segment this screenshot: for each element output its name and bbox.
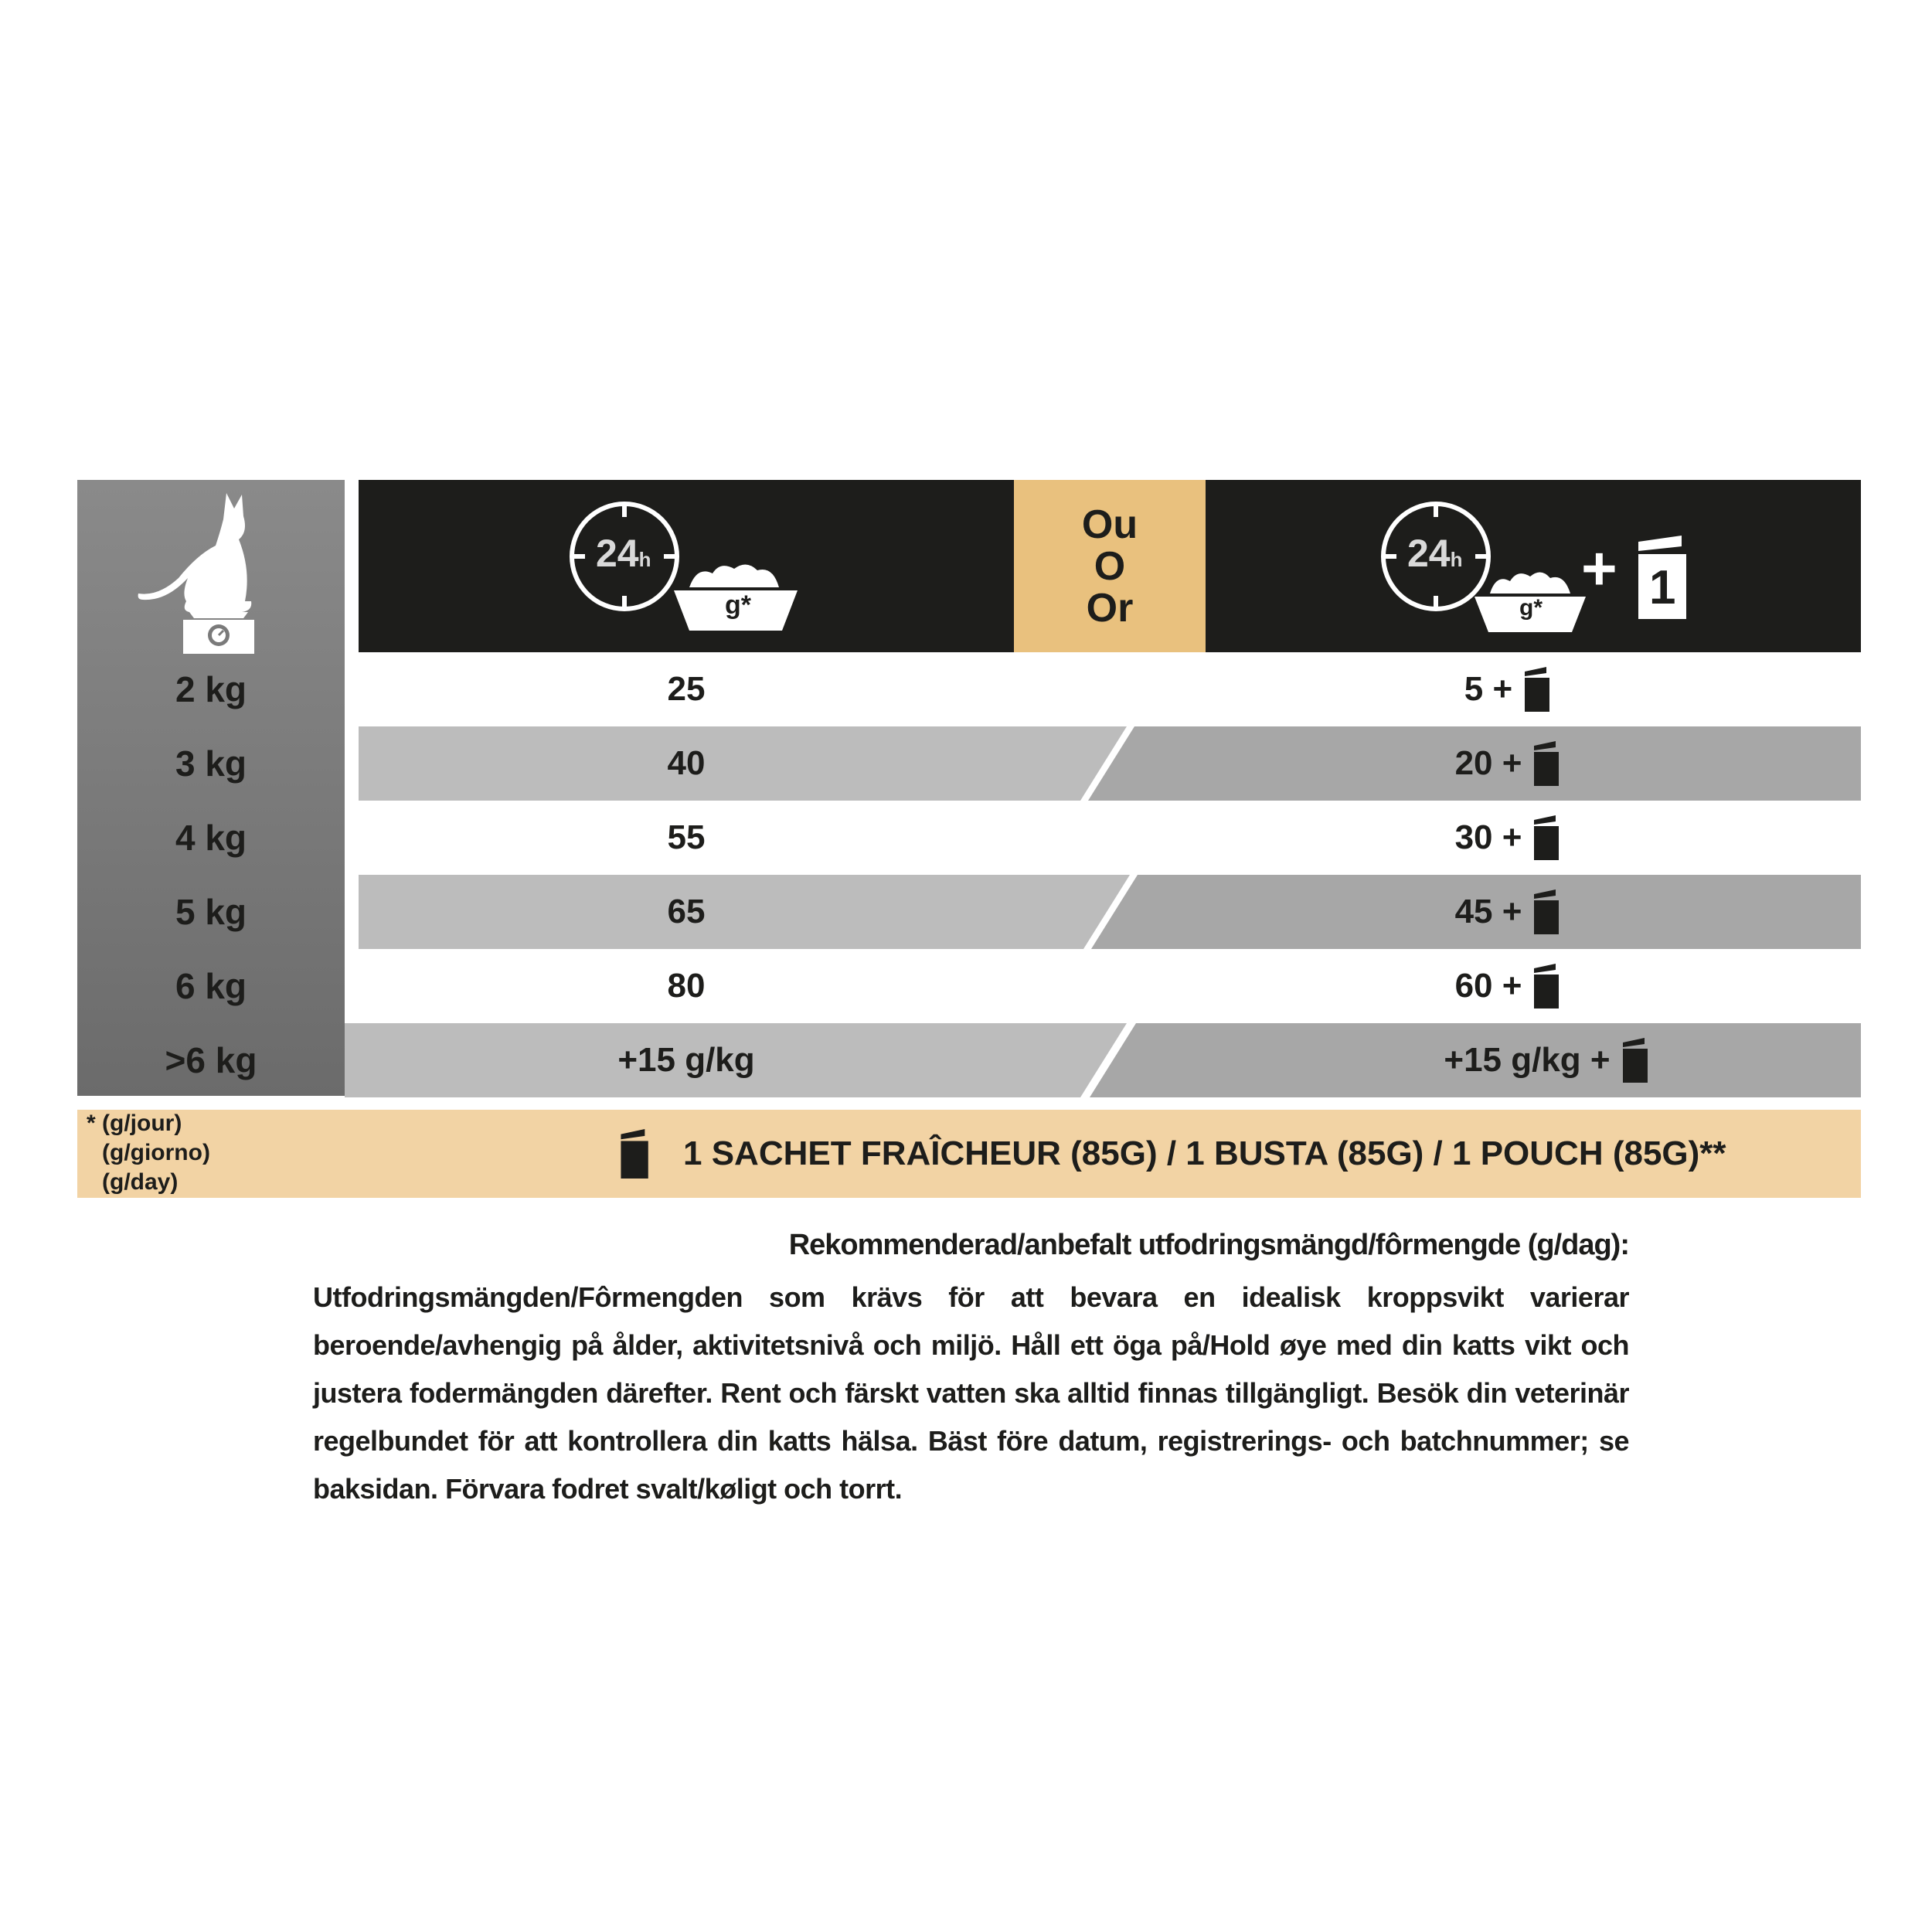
pouch-icon [1532,815,1559,860]
mixed-value-5kg: 45 + [1454,893,1522,930]
clock-sub: h [638,548,651,571]
dry-value-6kg: 80 [667,967,706,1005]
mixed-value-6kg: 60 + [1454,967,1522,1005]
weight-3kg: 3 kg [175,743,247,784]
pouch-icon [1621,1038,1648,1083]
mixed-value-gt6kg: +15 g/kg + [1444,1041,1611,1079]
dry-value-5kg: 65 [667,893,706,930]
weight-gt6kg: >6 kg [165,1040,257,1080]
mixed-cell-2kg [1314,652,1700,726]
mixed-value-2kg: 5 + [1464,670,1513,708]
pouch-icon [618,1129,649,1179]
footnote-line-1: * (g/jour) [87,1111,182,1136]
dry-value-gt6kg: +15 g/kg [617,1041,755,1079]
mixed-cell-4kg [1314,801,1700,875]
recommendation-body: Utfodringsmängden/Fôrmengden som krävs för att bevara en idealisk kroppsvikt varierar beroende/avhengig på ålder, aktivitetsnivå och miljö. Håll ett öga på/Hold øye med din katts vikt och justera fodermängden därefter. Rent och färskt vatten ska alltid finnas tillgängligt. Besök din veterinär regelbundet för att kontrollera din katts hälsa. Bäst före datum, registrerings- och batchnummer; se baksidan. Förvara fodret svalt/køligt och torrt. [313,1281,1629,1505]
weight-5kg: 5 kg [175,892,247,932]
clock-label-right: 24 [1407,532,1451,575]
footnote-line-3: (g/day) [102,1169,179,1195]
bowl-label: g* [725,590,751,620]
weight-4kg: 4 kg [175,818,247,858]
mixed-cell-5kg [1314,875,1700,949]
mixed-value-3kg: 20 + [1454,744,1522,782]
mixed-cell-6kg [1314,949,1700,1023]
or-line-it: O [1094,543,1126,589]
pouch-icon [1532,741,1559,786]
footnote-line-2: (g/giorno) [102,1140,210,1165]
mixed-cell-3kg [1314,726,1700,801]
or-line-en: Or [1086,585,1134,631]
or-line-fr: Ou [1081,502,1138,547]
recommendation-title: Rekommenderad/anbefalt utfodringsmängd/fôrmengde (g/dag): [788,1229,1629,1261]
dry-value-2kg: 25 [667,670,706,708]
pouch-note-text: 1 SACHET FRAÎCHEUR (85G) / 1 BUSTA (85G) / 1 POUCH (85G)** [683,1134,1726,1172]
weight-6kg: 6 kg [175,966,247,1006]
clock-label: 24 [596,532,639,575]
pouch-icon [1523,667,1549,712]
clock-sub-right: h [1450,548,1463,571]
weight-2kg: 2 kg [175,669,247,709]
mixed-value-4kg: 30 + [1454,818,1522,856]
pouch-icon [1532,889,1559,934]
pouch-count: 1 [1649,561,1676,614]
dry-value-3kg: 40 [667,744,706,782]
mixed-cell-gt6kg [1314,1023,1777,1097]
dry-value-4kg: 55 [667,818,706,856]
pouch-note [618,1110,1726,1198]
bowl-label-right: g* [1519,595,1543,621]
plus-sign: + [1581,534,1617,603]
pouch-icon [1532,964,1559,1009]
